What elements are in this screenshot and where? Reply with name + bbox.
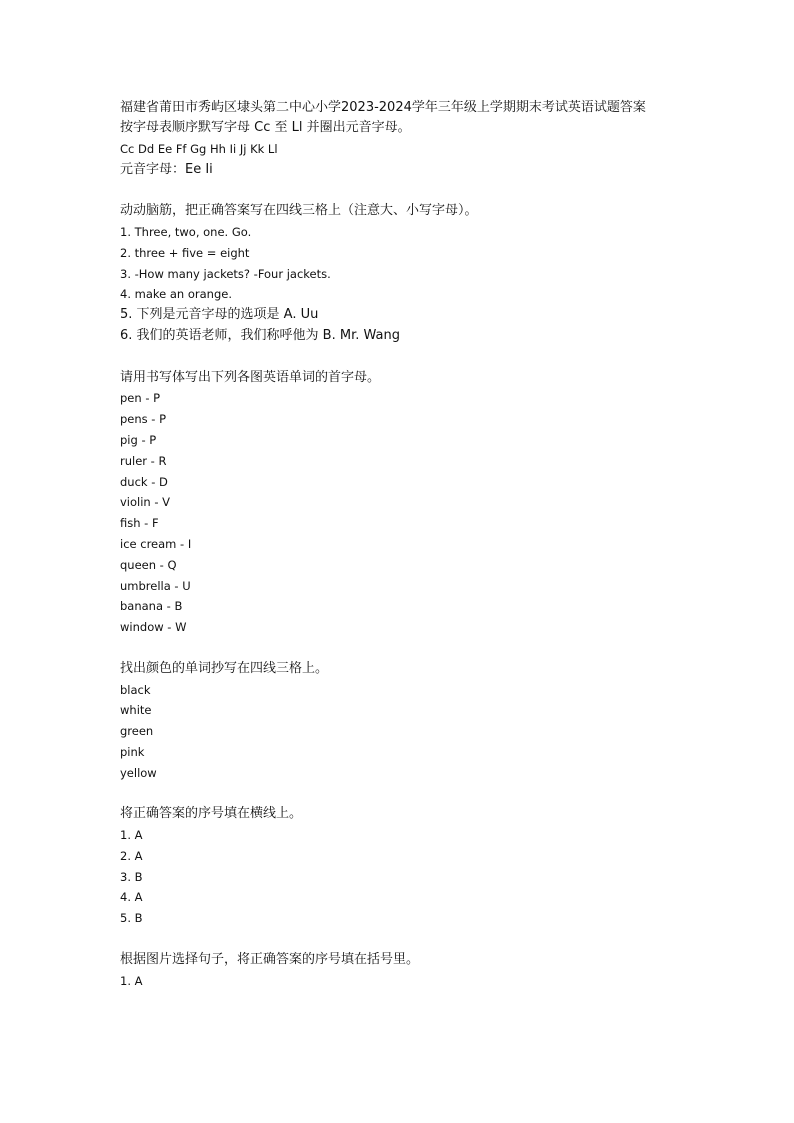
section3-item: banana - B xyxy=(120,599,183,614)
section3-item: duck - D xyxy=(120,474,168,489)
section3-item: ice cream - I xyxy=(120,536,192,551)
section6-item: 1. A xyxy=(120,973,143,988)
section2-item: 4. make an orange. xyxy=(120,287,232,302)
section3-item: pens - P xyxy=(120,412,167,427)
section3-item: ruler - R xyxy=(120,453,167,468)
section-gap xyxy=(120,347,680,368)
section5-item: 3. B xyxy=(120,869,143,884)
section1-vowels: 元音字母：Ee Ii xyxy=(120,161,213,177)
section2-item: 1. Three, two, one. Go. xyxy=(120,224,252,239)
section1-heading: 按字母表顺序默写字母 Cc 至 Ll 并圈出元音字母。 xyxy=(120,120,411,135)
section4-item: yellow xyxy=(120,765,157,780)
section4-item: white xyxy=(120,703,152,718)
section-gap xyxy=(120,929,680,950)
section3-item: pig - P xyxy=(120,432,157,447)
section3-item: window - W xyxy=(120,620,187,635)
section3-item: fish - F xyxy=(120,516,159,531)
section4-item: black xyxy=(120,682,151,697)
document-page xyxy=(120,97,680,991)
section1-letters: Cc Dd Ee Ff Gg Hh Ii Jj Kk Ll xyxy=(120,141,278,156)
section4-heading: 找出颜色的单词抄写在四线三格上。 xyxy=(120,660,329,676)
section6-heading: 根据图片选择句子，将正确答案的序号填在括号里。 xyxy=(120,951,420,967)
section5-heading: 将正确答案的序号填在横线上。 xyxy=(120,806,303,822)
section2-item: 6. 我们的英语老师，我们称呼他为 B. Mr. Wang xyxy=(120,327,400,343)
section4-item: pink xyxy=(120,744,145,759)
section2-heading: 动动脑筋，把正确答案写在四线三格上（注意大、小写字母）。 xyxy=(120,203,478,219)
section2-item: 2. three + five = eight xyxy=(120,245,250,260)
section3-item: pen - P xyxy=(120,391,161,406)
document-title: 福建省莆田市秀屿区埭头第二中心小学2023-2024学年三年级上学期期末考试英语试题答案 xyxy=(120,100,646,115)
section3-item: queen - Q xyxy=(120,557,177,572)
section5-item: 4. A xyxy=(120,890,143,905)
section3-heading: 请用书写体写出下列各图英语单词的首字母。 xyxy=(120,369,381,385)
section3-item: violin - V xyxy=(120,495,171,510)
section-gap xyxy=(120,638,680,659)
section-gap xyxy=(120,180,680,201)
section5-item: 2. A xyxy=(120,848,143,863)
section3-item: umbrella - U xyxy=(120,578,191,593)
section2-item: 5. 下列是元音字母的选项是 A. Uu xyxy=(120,307,319,323)
section-gap xyxy=(120,784,680,805)
section5-item: 1. A xyxy=(120,828,143,843)
section2-item: 3. -How many jackets? -Four jackets. xyxy=(120,266,331,281)
section4-item: green xyxy=(120,724,154,739)
section5-item: 5. B xyxy=(120,911,143,926)
